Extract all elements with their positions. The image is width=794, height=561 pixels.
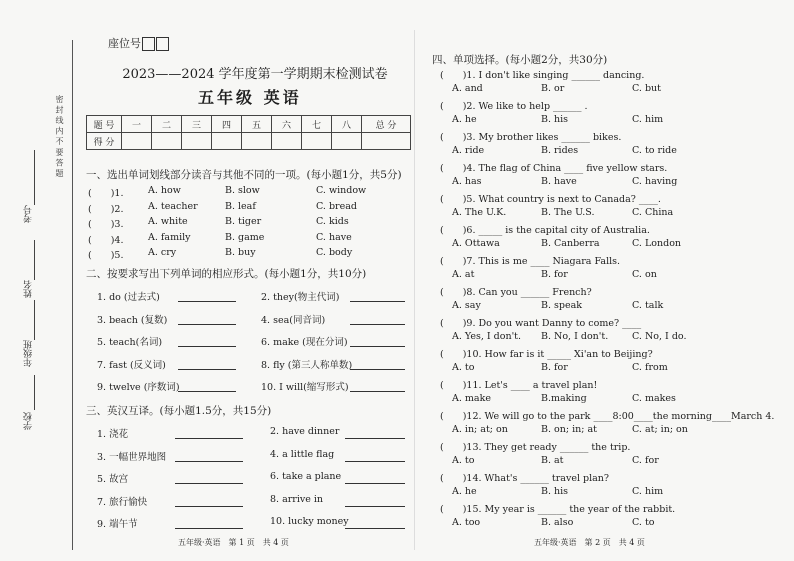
answer-blank[interactable]	[345, 428, 405, 439]
word-prompt: 9. twelve (序数词)	[97, 382, 180, 393]
option-a[interactable]: A. to	[452, 455, 475, 466]
option-b[interactable]: B. game	[225, 231, 265, 243]
binding-line	[72, 40, 73, 550]
score-header: 总 分	[362, 116, 411, 133]
option-c[interactable]: C. bread	[316, 200, 357, 212]
option-c[interactable]: C. to	[632, 517, 655, 528]
binding-margin	[0, 0, 78, 561]
class-label: 年级班	[24, 340, 34, 367]
option-a[interactable]: A. he	[452, 486, 477, 497]
score-header: 七	[302, 116, 332, 133]
section-2-heading: 二、按要求写出下列单词的相应形式。(每小题1分，共10分)	[86, 268, 367, 280]
option-c[interactable]: C. No, I do.	[632, 331, 687, 342]
option-b[interactable]: B. for	[541, 269, 568, 280]
option-a[interactable]: A. too	[452, 517, 481, 528]
question-stem: ( )1. I don't like singing ______ dancing.	[440, 70, 645, 81]
option-c[interactable]: C. have	[316, 231, 352, 243]
score-cell[interactable]	[212, 133, 242, 150]
answer-blank[interactable]	[178, 314, 236, 325]
word-prompt: 4. sea(同音词)	[261, 314, 326, 326]
option-c[interactable]: C. but	[632, 83, 661, 94]
name-label: 姓名	[24, 280, 34, 298]
seat-box[interactable]	[142, 37, 155, 51]
option-c[interactable]: C. on	[632, 269, 657, 280]
score-row	[87, 133, 411, 150]
number-line	[34, 150, 35, 205]
question-number: ( )4.	[88, 234, 124, 246]
option-c[interactable]: C. him	[632, 114, 664, 125]
answer-blank[interactable]	[175, 496, 243, 507]
option-a[interactable]: A. Yes, I don't.	[452, 331, 522, 342]
school-label: 学校	[24, 412, 34, 430]
score-header: 一	[122, 116, 152, 133]
option-a[interactable]: A. and	[452, 83, 483, 94]
option-b[interactable]: B. No, I don't.	[541, 331, 609, 342]
score-header: 八	[332, 116, 362, 133]
option-c[interactable]: C. window	[316, 185, 367, 196]
option-a[interactable]: A. make	[452, 393, 491, 404]
question-stem: ( )4. The flag of China ____ five yellow stars.	[440, 163, 668, 174]
seal-line-text: 密 封 线 内 不 要 答 题	[55, 95, 64, 177]
question-stem: ( )2. We like to help ______ .	[440, 101, 588, 112]
score-cell[interactable]	[272, 133, 302, 150]
translate-prompt: 8. arrive in	[270, 493, 324, 505]
question-stem: ( )3. My brother likes ______ bikes.	[440, 132, 622, 143]
word-prompt: 1. do (过去式)	[97, 292, 160, 303]
option-c[interactable]: C. to ride	[632, 145, 677, 156]
answer-blank[interactable]	[350, 381, 405, 392]
class-line	[34, 300, 35, 340]
translate-prompt: 10. lucky money	[270, 516, 349, 527]
option-a[interactable]: A. at	[452, 269, 475, 280]
option-a[interactable]: A. say	[452, 300, 481, 311]
option-c[interactable]: C. kids	[316, 216, 349, 227]
option-b[interactable]: B. slow	[225, 185, 260, 196]
option-c[interactable]: C. China	[632, 207, 674, 218]
option-b[interactable]: B. rides	[541, 145, 579, 156]
answer-blank[interactable]	[175, 473, 243, 484]
option-a[interactable]: A. has	[452, 176, 482, 187]
score-header: 三	[182, 116, 212, 133]
question-stem: ( )5. What country is next to Canada? ____.	[440, 194, 661, 205]
option-b[interactable]: B. tiger	[225, 216, 262, 227]
score-cell[interactable]	[302, 133, 332, 150]
score-cell[interactable]	[362, 133, 411, 150]
word-prompt: 5. teach(名词)	[97, 337, 163, 348]
option-a[interactable]: A. teacher	[148, 200, 198, 212]
translate-prompt: 1. 浇花	[97, 429, 129, 440]
word-prompt: 6. make (现在分词)	[261, 337, 348, 348]
option-c[interactable]: C. for	[632, 455, 659, 466]
option-b[interactable]: B. Canberra	[541, 238, 600, 249]
score-cell[interactable]	[332, 133, 362, 150]
seat-box[interactable]	[156, 37, 169, 51]
question-stem: ( )13. They get ready ______ the trip.	[440, 442, 631, 453]
answer-blank[interactable]	[178, 359, 236, 370]
answer-blank[interactable]	[350, 314, 405, 325]
option-a[interactable]: A. family	[148, 231, 191, 243]
word-prompt: 3. beach (复数)	[97, 314, 168, 326]
option-c[interactable]: C. London	[632, 238, 682, 249]
exam-subtitle: 五年级 英语	[198, 88, 302, 107]
option-b[interactable]: B. on; in; at	[541, 424, 597, 435]
score-header: 六	[272, 116, 302, 133]
question-stem: ( )6. _____ is the capital city of Australia.	[440, 225, 650, 236]
score-header: 五	[242, 116, 272, 133]
section-1-heading: 一、选出单词划线部分读音与其他不同的一项。(每小题1分，共5分)	[86, 169, 402, 181]
translate-prompt: 6. take a plane	[270, 471, 342, 482]
score-header: 题 号	[87, 116, 122, 133]
word-prompt: 7. fast (反义词)	[97, 359, 166, 371]
answer-blank[interactable]	[178, 336, 236, 347]
score-table	[86, 115, 411, 150]
word-prompt: 10. I will(缩写形式)	[261, 382, 349, 393]
option-b[interactable]: B. speak	[541, 300, 583, 311]
page-footer-right: 五年级·英语 第 2 页 共 4 页	[534, 538, 645, 547]
answer-blank[interactable]	[350, 359, 405, 370]
question-stem: ( )12. We will go to the park ____8:00____the morning____March 4.	[440, 411, 775, 422]
question-stem: ( )15. My year is ______ the year of the rabbit.	[440, 504, 676, 515]
question-stem: ( )11. Let's ____ a travel plan!	[440, 380, 598, 391]
option-a[interactable]: A. white	[148, 216, 188, 227]
option-b[interactable]: B. also	[541, 517, 574, 528]
translate-prompt: 3. 一幅世界地图	[97, 451, 167, 463]
option-b[interactable]: B. at	[541, 455, 564, 466]
seat-number	[108, 35, 169, 51]
answer-blank[interactable]	[178, 381, 236, 392]
word-prompt: 8. fly (第三人称单数)	[261, 359, 353, 371]
score-cell[interactable]	[122, 133, 152, 150]
option-b[interactable]: B. leaf	[225, 200, 256, 212]
number-label: 考号	[24, 205, 34, 223]
score-header-row	[87, 116, 411, 133]
score-cell[interactable]	[152, 133, 182, 150]
translate-prompt: 5. 故宫	[97, 474, 129, 485]
school-line	[34, 375, 35, 410]
question-stem: ( )14. What's ______ travel plan?	[440, 473, 609, 484]
option-b[interactable]: B. his	[541, 486, 569, 497]
option-b[interactable]: B. or	[541, 83, 565, 94]
exam-title: 2023——2024 学年度第一学期期末检测试卷	[122, 67, 388, 82]
section-3-heading: 三、英汉互译。(每小题1.5分，共15分)	[86, 405, 272, 417]
answer-blank[interactable]	[345, 451, 405, 462]
option-b[interactable]: B. for	[541, 362, 568, 373]
answer-blank[interactable]	[175, 518, 243, 529]
score-header: 二	[152, 116, 182, 133]
translate-prompt: 9. 端午节	[97, 519, 138, 530]
answer-blank[interactable]	[345, 518, 405, 529]
option-c[interactable]: C. him	[632, 486, 664, 497]
question-number: ( )2.	[88, 203, 124, 215]
score-cell[interactable]	[182, 133, 212, 150]
translate-prompt: 2. have dinner	[270, 426, 340, 437]
answer-blank[interactable]	[178, 291, 236, 302]
name-line	[34, 240, 35, 280]
answer-blank[interactable]	[350, 291, 405, 302]
question-number: ( )1.	[88, 188, 124, 199]
question-stem: ( )10. How far is it _____ Xi'an to Beijing?	[440, 349, 653, 360]
answer-blank[interactable]	[175, 451, 243, 462]
option-a[interactable]: A. The U.K.	[452, 207, 507, 218]
option-c[interactable]: C. body	[316, 247, 353, 258]
answer-blank[interactable]	[345, 473, 405, 484]
question-number: ( )5.	[88, 250, 124, 261]
option-c[interactable]: C. talk	[632, 300, 664, 311]
option-a[interactable]: A. ride	[452, 145, 485, 156]
option-b[interactable]: B. his	[541, 114, 569, 125]
score-cell[interactable]	[242, 133, 272, 150]
answer-blank[interactable]	[175, 428, 243, 439]
option-c[interactable]: C. makes	[632, 393, 676, 404]
page-divider	[414, 30, 415, 550]
answer-blank[interactable]	[345, 496, 405, 507]
option-c[interactable]: C. from	[632, 362, 668, 373]
option-c[interactable]: C. having	[632, 176, 678, 187]
option-a[interactable]: A. cry	[148, 247, 177, 258]
option-a[interactable]: A. to	[452, 362, 475, 373]
option-b[interactable]: B. The U.S.	[541, 207, 595, 218]
seat-label: 座位号	[108, 37, 141, 50]
question-stem: ( )9. Do you want Danny to come? ____	[440, 318, 642, 329]
word-prompt: 2. they(物主代词)	[261, 292, 340, 303]
translate-prompt: 7. 旅行愉快	[97, 496, 148, 508]
option-a[interactable]: A. Ottawa	[452, 238, 500, 249]
question-stem: ( )7. This is me ____ Niagara Falls.	[440, 256, 621, 267]
option-a[interactable]: A. how	[148, 185, 181, 196]
option-b[interactable]: B. buy	[225, 247, 256, 258]
question-stem: ( )8. Can you ______ French?	[440, 287, 592, 298]
option-b[interactable]: B.making	[541, 393, 587, 404]
score-header: 四	[212, 116, 242, 133]
question-number: ( )3.	[88, 219, 124, 230]
option-a[interactable]: A. he	[452, 114, 477, 125]
option-c[interactable]: C. at; in; on	[632, 424, 688, 435]
translate-prompt: 4. a little flag	[270, 448, 335, 460]
answer-blank[interactable]	[350, 336, 405, 347]
section-4-heading: 四、单项选择。(每小题2分，共30分)	[432, 54, 608, 66]
option-b[interactable]: B. have	[541, 176, 577, 187]
score-row-label: 得 分	[87, 133, 122, 150]
page-footer-left: 五年级·英语 第 1 页 共 4 页	[178, 538, 289, 547]
option-a[interactable]: A. in; at; on	[452, 424, 508, 435]
